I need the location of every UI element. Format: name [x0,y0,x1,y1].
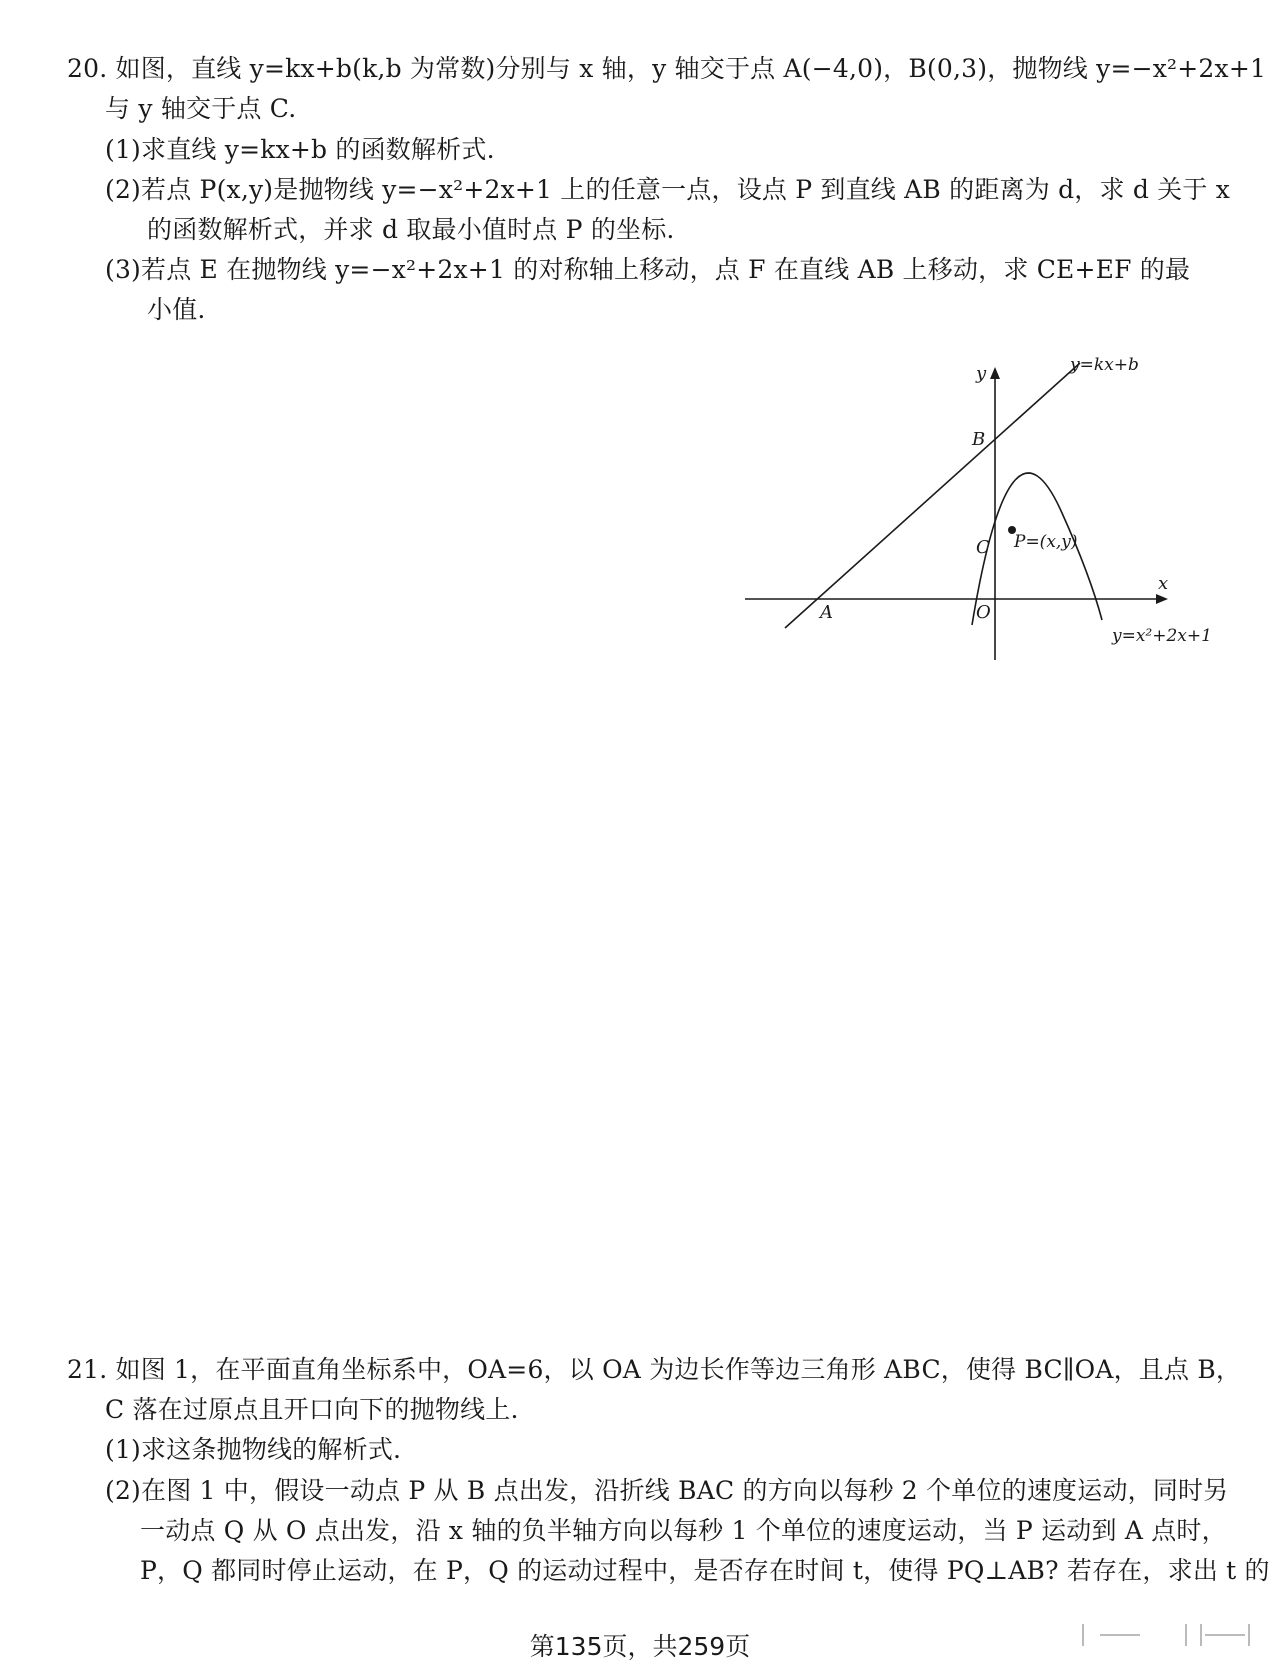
scan-artifact [1205,1634,1245,1636]
q20-part-2: (2)若点 P(x,y)是抛物线 y=−x²+2x+1 上的任意一点，设点 P 到直线 AB 的距离为 d，求 d 关于 x [105,175,1231,204]
page-number: 第135页，共259页 [529,1632,751,1661]
point-p-label: P=(x,y) [1014,532,1078,552]
y-axis-label: y [976,363,987,384]
q20-line-1: 20. 如图，直线 y=kx+b(k,b 为常数)分别与 x 轴，y 轴交于点 A(−4,0)，B(0,3)，抛物线 y=−x²+2x+1 [67,54,1267,83]
point-b-label: B [972,429,986,450]
q21-part-2-cont-1: 一动点 Q 从 O 点出发，沿 x 轴的负半轴方向以每秒 1 个单位的速度运动，当 P 运动到 A 点时， [140,1516,1227,1545]
y-axis-arrow [990,367,1000,379]
q21-part-2-cont-2: P，Q 都同时停止运动，在 P，Q 的运动过程中，是否存在时间 t，使得 PQ⊥AB? 若存在，求出 t 的 [140,1556,1270,1585]
q20-part-3: (3)若点 E 在抛物线 y=−x²+2x+1 的对称轴上移动，点 F 在直线 AB 上移动，求 CE+EF 的最 [105,255,1191,284]
line-equation-label: y=kx+b [1070,355,1139,375]
scan-artifact [1082,1624,1084,1646]
scan-artifact [1100,1634,1140,1636]
q20-line-2: 与 y 轴交于点 C. [105,94,297,123]
parabola-equation-label: y=x²+2x+1 [1112,626,1212,646]
scan-artifact [1200,1624,1202,1646]
q20-part-3-cont: 小值. [147,295,206,324]
q20-figure [740,355,1220,665]
q21-part-1: (1)求这条抛物线的解析式. [105,1435,402,1464]
q20-part-2-cont: 的函数解析式，并求 d 取最小值时点 P 的坐标. [147,215,675,244]
q21-line-1: 21. 如图 1，在平面直角坐标系中，OA=6，以 OA 为边长作等边三角形 ABC，使得 BC∥OA，且点 B， [67,1355,1242,1384]
q21-line-2: C 落在过原点且开口向下的抛物线上. [105,1395,519,1424]
scan-artifact [1248,1624,1250,1646]
coordinate-diagram [740,355,1220,665]
origin-label: O [976,602,991,623]
scan-artifact [1185,1624,1187,1646]
point-a-label: A [820,602,833,623]
q21-part-2: (2)在图 1 中，假设一动点 P 从 B 点出发，沿折线 BAC 的方向以每秒 2 个单位的速度运动，同时另 [105,1476,1229,1505]
x-axis-arrow [1156,594,1168,604]
point-c-label: C [976,537,990,558]
q20-part-1: (1)求直线 y=kx+b 的函数解析式. [105,135,495,164]
x-axis-label: x [1158,573,1169,594]
line-ab [785,363,1080,628]
